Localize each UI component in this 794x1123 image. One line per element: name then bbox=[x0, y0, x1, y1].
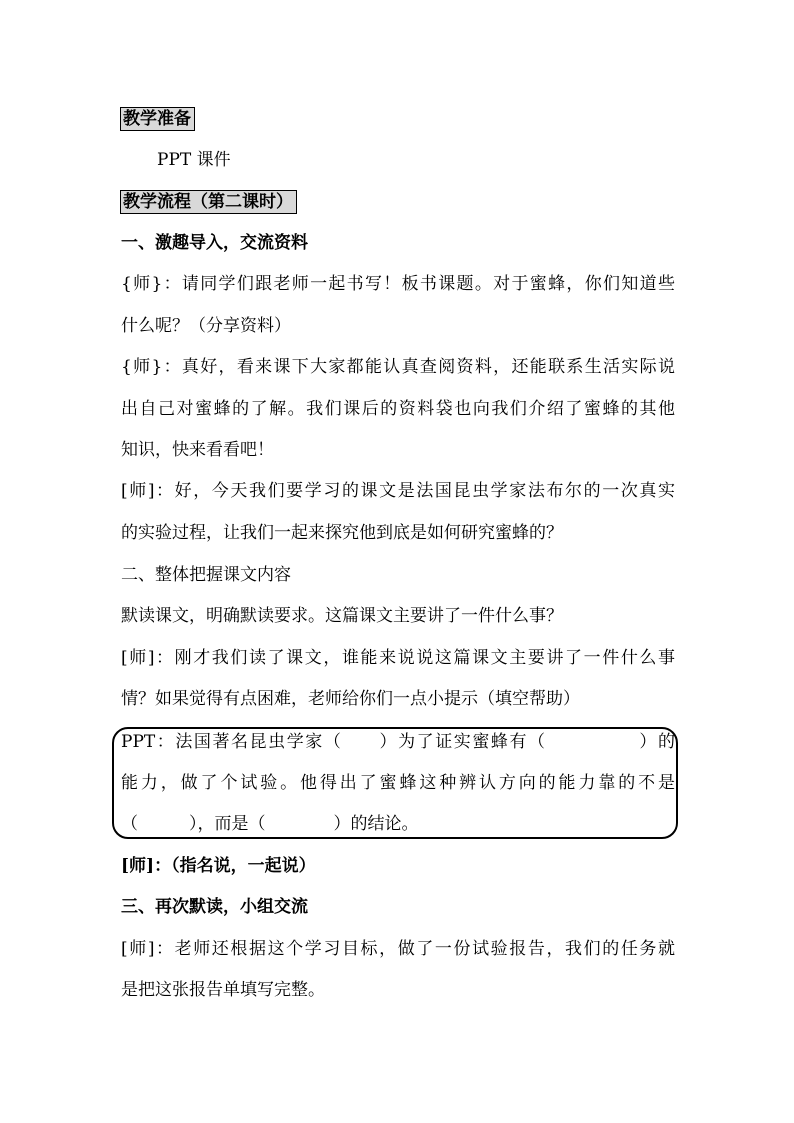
part1-p3-line1: [师]：好，今天我们要学习的课文是法国昆虫学家法布尔的一次真实 bbox=[121, 481, 675, 501]
teaching-prep-content: PPT 课件 bbox=[157, 150, 231, 170]
part2-p1: 默读课文，明确默读要求。这篇课文主要讲了一件什么事？ bbox=[121, 606, 563, 626]
part1-p3-line2: 的实验过程，让我们一起来探究他到底是如何研究蜜蜂的？ bbox=[121, 523, 563, 543]
part1-p2-line3: 知识，快来看看吧！ bbox=[121, 440, 274, 460]
part3-title: 三、再次默读，小组交流 bbox=[121, 897, 308, 917]
part2-p3: [师]：（指名说，一起说） bbox=[121, 856, 316, 876]
part2-title: 二、整体把握课文内容 bbox=[121, 565, 291, 585]
part1-p1-line2: 什么呢？（分享资料） bbox=[121, 316, 291, 336]
part1-p2-line1: {师}：真好，看来课下大家都能认真查阅资料，还能联系生活实际说 bbox=[121, 357, 675, 377]
part1-p1-line1: {师}：请同学们跟老师一起书写！板书课题。对于蜜蜂，你们知道些 bbox=[121, 274, 675, 294]
ppt-line1: PPT：法国著名昆虫学家（ ）为了证实蜜蜂有（ ）的 bbox=[121, 732, 675, 752]
part1-p2-line2: 出自己对蜜蜂的了解。我们课后的资料袋也向我们介绍了蜜蜂的其他 bbox=[121, 399, 675, 419]
ppt-line2: 能力，做了个试验。他得出了蜜蜂这种辨认方向的能力靠的不是 bbox=[121, 773, 675, 793]
part1-title: 一、激趣导入，交流资料 bbox=[121, 233, 308, 253]
teaching-flow-heading: 教学流程（第二课时） bbox=[120, 190, 297, 214]
part3-p1-line2: 是把这张报告单填写完整。 bbox=[121, 980, 325, 1000]
part2-p2-line2: 情？如果觉得有点困难，老师给你们一点小提示（填空帮助） bbox=[121, 689, 580, 709]
teaching-prep-heading: 教学准备 bbox=[120, 107, 195, 131]
part3-p1-line1: [师]：老师还根据这个学习目标，做了一份试验报告，我们的任务就 bbox=[121, 939, 675, 959]
part2-p2-line1: [师]：刚才我们读了课文，谁能来说说这篇课文主要讲了一件什么事 bbox=[121, 648, 675, 668]
ppt-line3: （ ），而是（ ）的结论。 bbox=[121, 814, 419, 834]
